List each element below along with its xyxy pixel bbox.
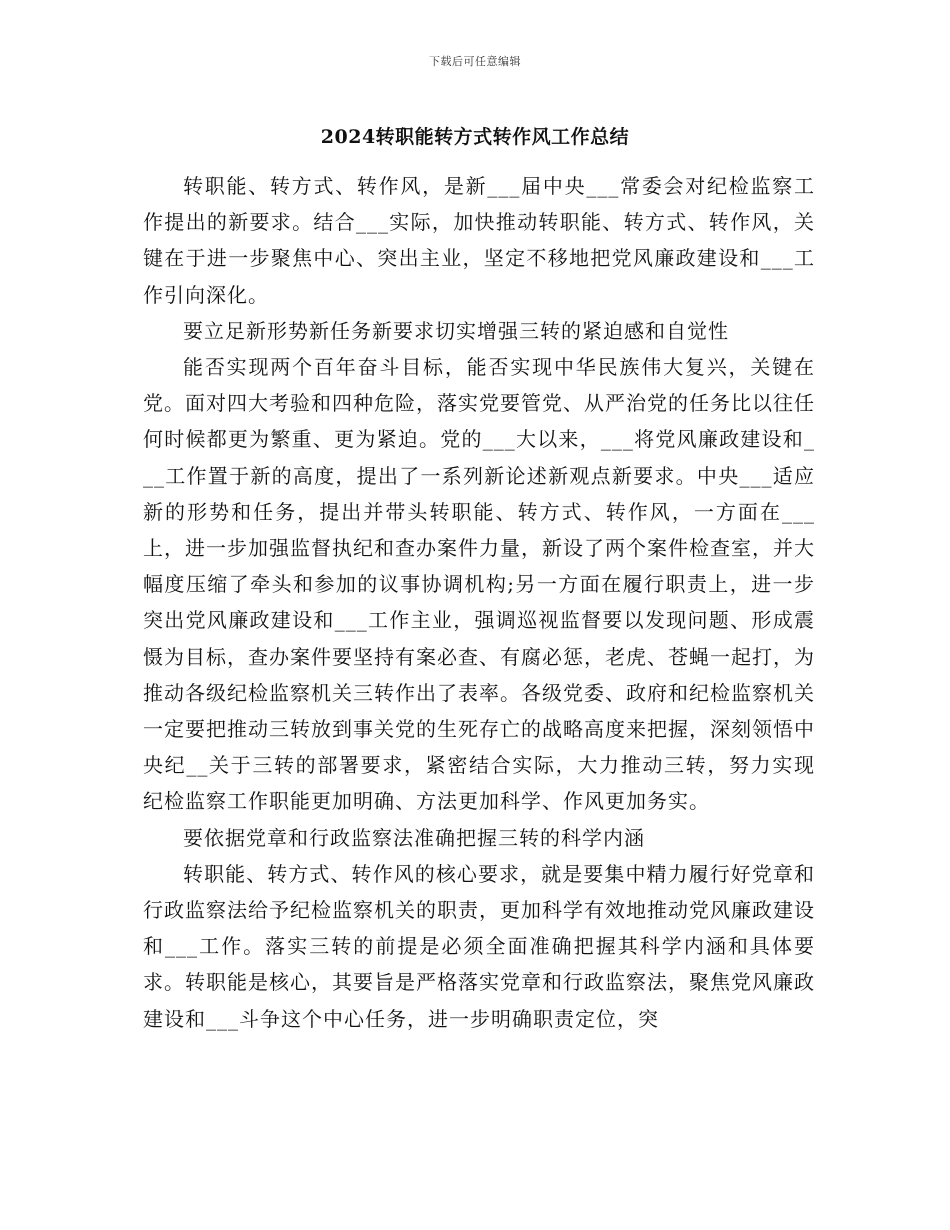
- section-heading-connotation: 要依据党章和行政监察法准确把握三转的科学内涵: [183, 825, 645, 850]
- paragraph-intro: 转职能、转方式、转作风，是新___届中央___常委会对纪检监察工作提出的新要求。结合___实际，加快推动转职能、转方式、转作风，关键在于进一步聚焦中心、突出主业，坚定不移地把党风廉政建设和___工作引向深化。: [143, 174, 815, 307]
- document-title: 2024转职能转方式转作风工作总结: [320, 126, 630, 148]
- section-heading-urgency: 要立足新形势新任务新要求切实增强三转的紧迫感和自觉性: [183, 318, 729, 343]
- paragraph-urgency: 能否实现两个百年奋斗目标，能否实现中华民族伟大复兴，关键在党。面对四大考验和四种危险，落实党要管党、从严治党的任务比以往任何时候都更为繁重、更为紧迫。党的___大以来，___将党风廉政建设和___工作置于新的高度，提出了一系列新论述新观点新要求。中央___适应新的形势和任务，提出并带头转职能、转方式、转作风，一方面在___上，进一步加强监督执纪和查办案件力量，新设了两个案件检查室，并大幅度压缩了牵头和参加的议事协调机构;另一方面在履行职责上，进一步突出党风廉政建设和___工作主业，强调巡视监督要以发现问题、形成震慑为目标，查办案件要坚持有案必查、有腐必惩，老虎、苍蝇一起打，为推动各级纪检监察机关三转作出了表率。各级党委、政府和纪检监察机关一定要把推动三转放到事关党的生死存亡的战略高度来把握，深刻领悟中央纪__关于三转的部署要求，紧密结合实际，大力推动三转，努力实现纪检监察工作职能更加明确、方法更加科学、作风更加务实。: [143, 355, 815, 814]
- header-note: 下载后可任意编辑: [429, 55, 521, 68]
- paragraph-connotation: 转职能、转方式、转作风的核心要求，就是要集中精力履行好党章和行政监察法给予纪检监察机关的职责，更加科学有效地推动党风廉政建设和___工作。落实三转的前提是必须全面准确把握其科学内涵和具体要求。转职能是核心，其要旨是严格落实党章和行政监察法，聚焦党风廉政建设和___斗争这个中心任务，进一步明确职责定位，突: [143, 861, 815, 1031]
- document-body: [143, 168, 815, 1037]
